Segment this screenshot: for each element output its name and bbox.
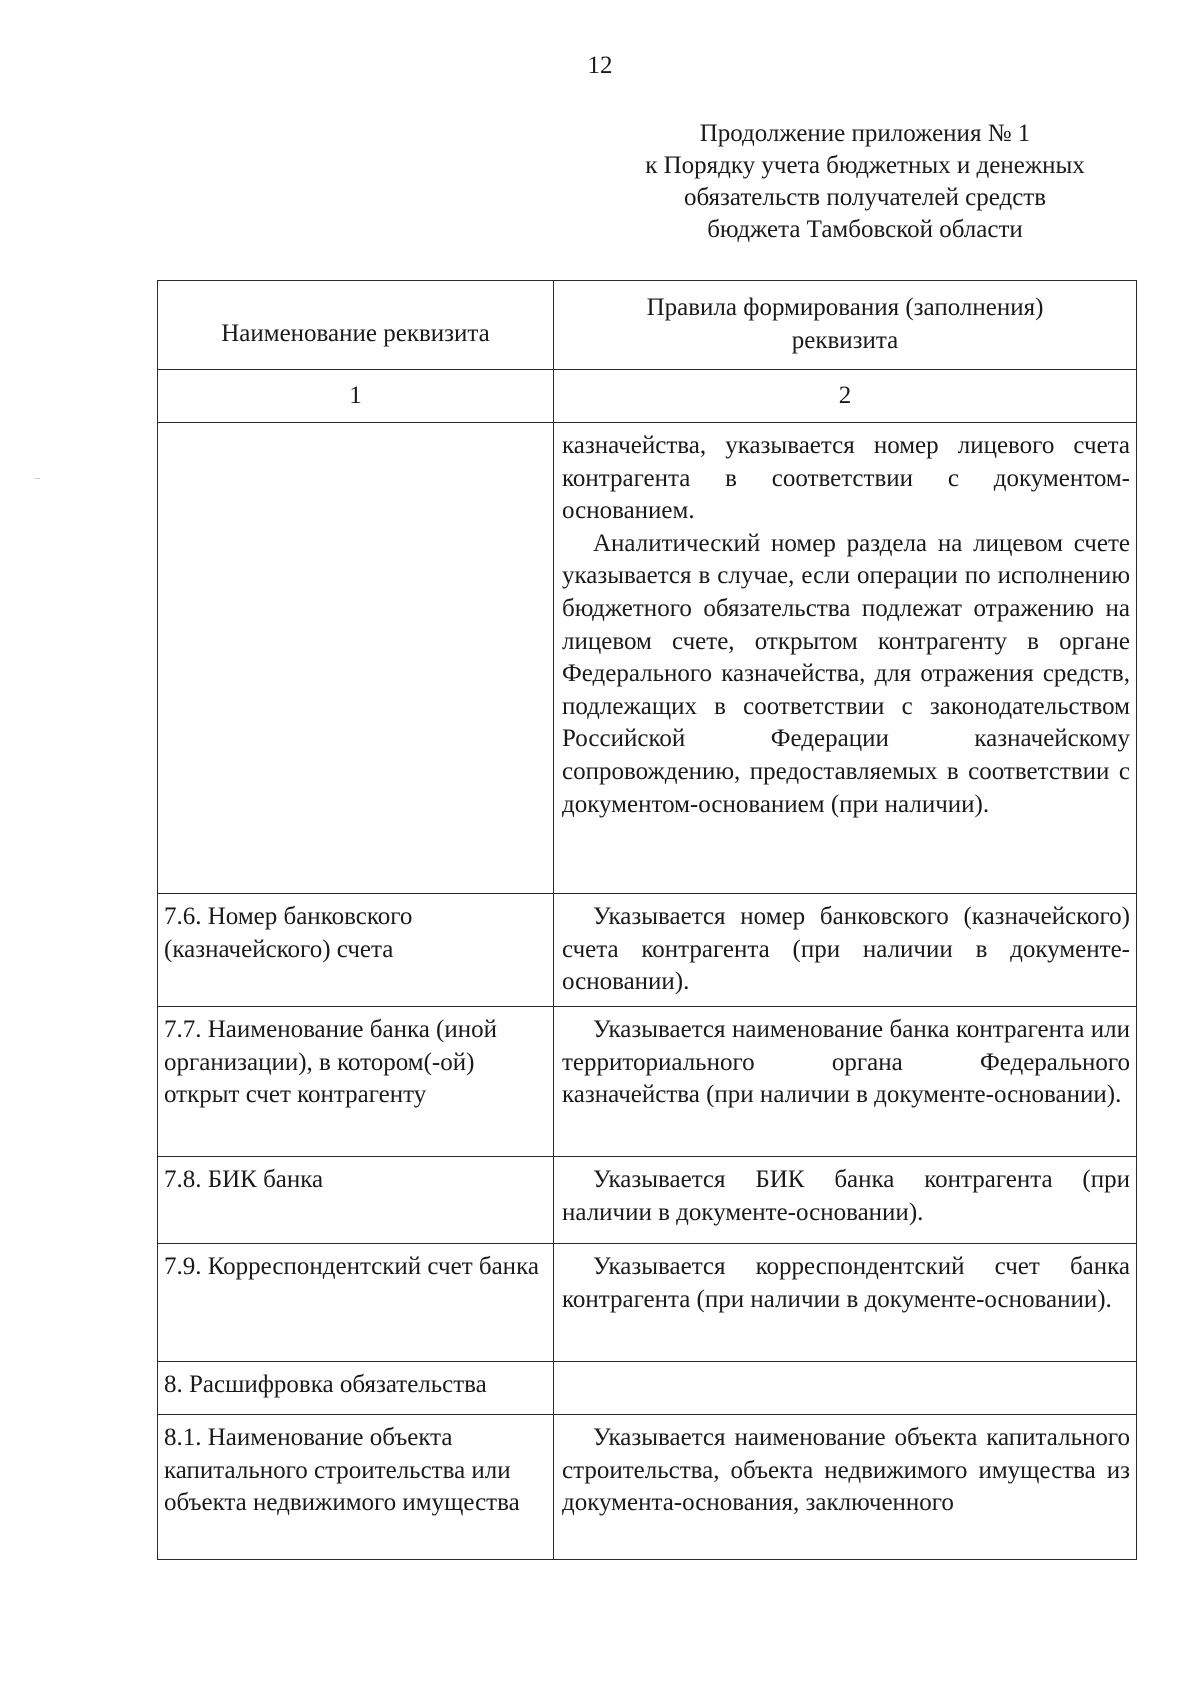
requisite-rules bbox=[554, 894, 1136, 1005]
table-row bbox=[158, 1244, 1137, 1362]
appendix-heading bbox=[590, 118, 1140, 246]
requisite-rules-cell bbox=[554, 894, 1137, 1007]
header-filling-rules: Правила формирования (заполнения) реквизита bbox=[646, 294, 1044, 354]
requisite-name: 7.9. Корреспондентский счет банка bbox=[164, 1253, 539, 1280]
appendix-heading-line: Продолжение приложения № 1 bbox=[699, 120, 1031, 147]
table-row bbox=[158, 1007, 1137, 1157]
rules-paragraph: Указывается корреспондентский счет банка контрагента (при наличии в документе-основании). bbox=[562, 1253, 1130, 1313]
rules-paragraph: казначейства, указывается номер лицевого счета контрагента в соответствии с документом-основанием. bbox=[562, 432, 1130, 525]
page-number: 12 bbox=[587, 52, 613, 79]
requisite-name-cell bbox=[158, 894, 554, 1007]
requisite-name-cell bbox=[158, 1244, 554, 1362]
table-row bbox=[158, 1415, 1137, 1560]
table-row bbox=[158, 1362, 1137, 1415]
requisite-rules bbox=[554, 1415, 1136, 1526]
table-row bbox=[158, 423, 1137, 894]
requisite-name-cell bbox=[158, 1007, 554, 1157]
table-row bbox=[158, 894, 1137, 1007]
header-cell-requisite-name bbox=[158, 281, 554, 370]
requisite-rules bbox=[554, 1362, 1136, 1375]
requisites-table bbox=[157, 280, 1137, 1560]
requisite-rules bbox=[554, 423, 1136, 827]
column-numbers-row bbox=[158, 370, 1137, 423]
appendix-heading-line: обязательств получателей средств bbox=[683, 184, 1047, 211]
appendix-heading-line: бюджета Тамбовской области bbox=[707, 216, 1023, 243]
requisite-name-cell bbox=[158, 1157, 554, 1244]
requisite-rules bbox=[554, 1157, 1136, 1235]
requisite-rules-cell bbox=[554, 1415, 1137, 1560]
header-cell-filling-rules bbox=[554, 281, 1137, 370]
requisite-name: 8.1. Наименование объекта капитального строительства или объекта недвижимого имущества bbox=[164, 1424, 520, 1517]
header-requisite-name: Наименование реквизита bbox=[221, 319, 490, 347]
table-row bbox=[158, 1157, 1137, 1244]
appendix-heading-line: к Порядку учета бюджетных и денежных bbox=[645, 152, 1085, 179]
scan-artifact bbox=[34, 478, 40, 479]
requisite-name-cell bbox=[158, 1362, 554, 1415]
rules-paragraph: Указывается наименование объекта капитального строительства, объекта недвижимого имущества из документа-основания, заключенного bbox=[562, 1424, 1130, 1517]
rules-paragraph: Указывается наименование банка контрагента или территориального органа Федерального казначейства (при наличии в документе-основании). bbox=[562, 1016, 1130, 1109]
requisite-name: 7.7. Наименование банка (иной организации), в котором(-ой) открыт счет контрагенту bbox=[164, 1016, 498, 1109]
requisite-name: 7.8. БИК банка bbox=[164, 1166, 324, 1193]
requisite-rules-cell bbox=[554, 1007, 1137, 1157]
requisite-rules-cell bbox=[554, 423, 1137, 894]
requisite-name-cell bbox=[158, 1415, 554, 1560]
requisite-name: 7.6. Номер банковского (казначейского) счета bbox=[164, 903, 413, 963]
column-number-1: 1 bbox=[158, 370, 554, 423]
rules-paragraph: Аналитический номер раздела на лицевом счете указывается в случае, если операции по исполнению бюджетного обязательства подлежат отражению на лицевом счете, открытом контрагенту в органе Федерального казначейства, для отражения средств, подлежащих в соответствии с законодательством Российской Федерации казначейскому сопровождению, предоставляемых в соответствии с документом-основанием (при наличии). bbox=[562, 529, 1130, 818]
table-header-row bbox=[158, 281, 1137, 370]
rules-paragraph: Указывается БИК банка контрагента (при наличии в документе-основании). bbox=[562, 1166, 1130, 1226]
rules-paragraph: Указывается номер банковского (казначейского) счета контрагента (при наличии в документе-основании). bbox=[562, 903, 1130, 996]
requisite-name bbox=[158, 423, 553, 436]
requisite-name: 8. Расшифровка обязательства bbox=[164, 1371, 487, 1398]
requisite-name-cell bbox=[158, 423, 554, 894]
requisite-rules-cell bbox=[554, 1362, 1137, 1415]
requisite-rules bbox=[554, 1007, 1136, 1118]
requisite-rules-cell bbox=[554, 1157, 1137, 1244]
requisite-rules-cell bbox=[554, 1244, 1137, 1362]
requisite-rules bbox=[554, 1244, 1136, 1322]
column-number-2: 2 bbox=[554, 370, 1137, 423]
